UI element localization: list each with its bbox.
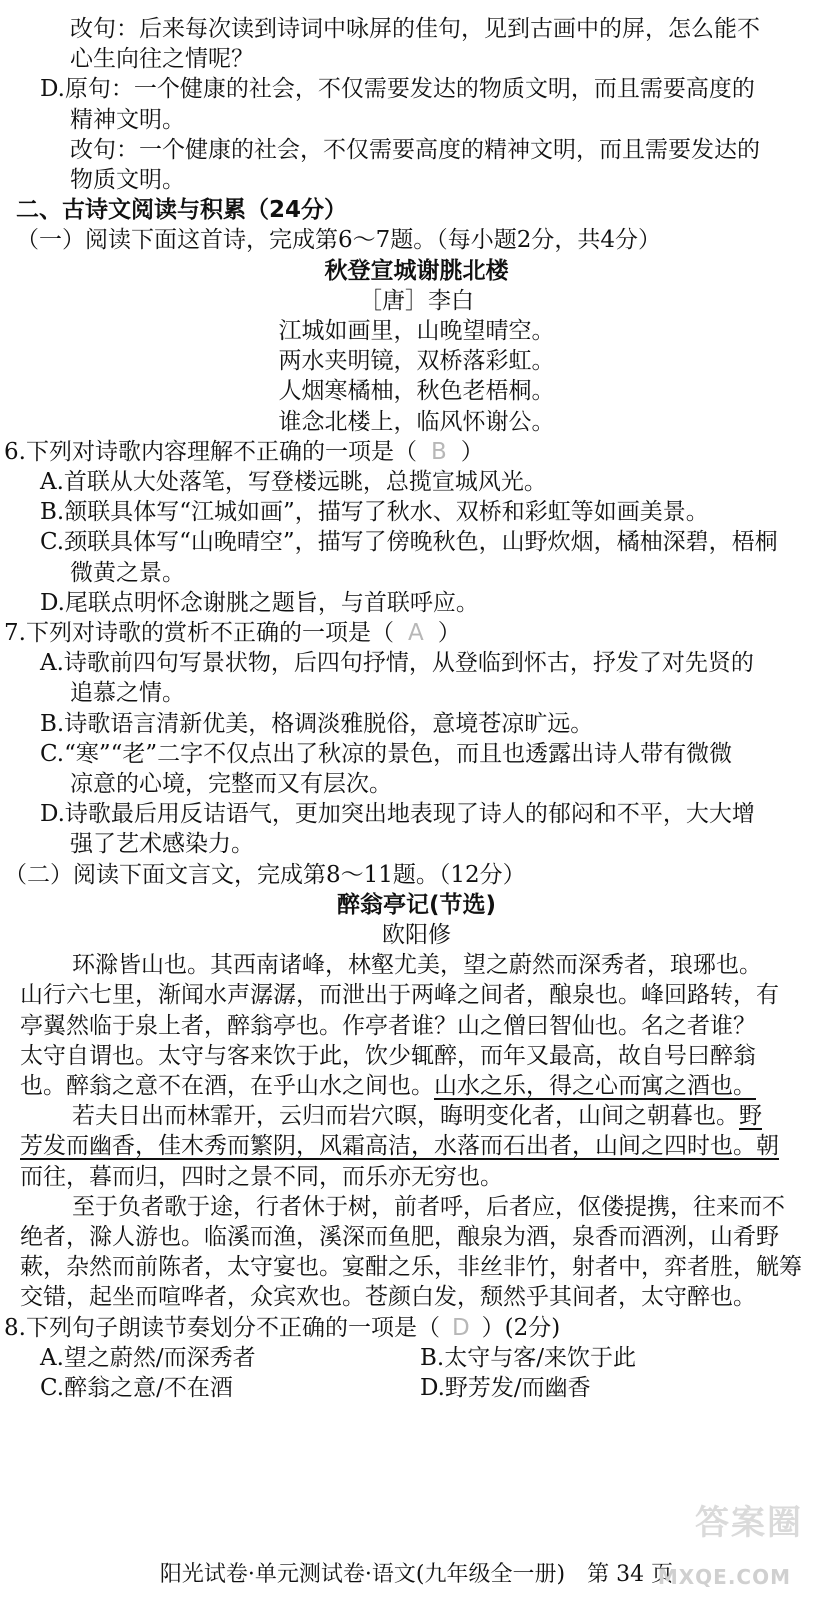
prose-p1-line3: 亭翼然临于泉上者，醉翁亭也。作亭者谁？山之僧曰智仙也。名之者谁？ <box>20 1012 756 1039</box>
question-6-close: ） <box>460 438 484 465</box>
prose-underlined-sentence-1: 山水之乐，得之心而寓之酒也。 <box>434 1073 756 1099</box>
poem-line-4: 谁念北楼上，临风怀谢公。 <box>278 408 555 435</box>
prose-p3-line1: 至于负者歌于途，行者休于树，前者呼，后者应，伛偻提携，往来而不 <box>72 1193 785 1220</box>
prose-p1-line5-text: 也。醉翁之意不在酒，在乎山水之间也。 <box>20 1073 434 1099</box>
prose-underlined-sentence-2-start: 野 <box>739 1103 762 1130</box>
question-8-stem <box>0 1313 833 1343</box>
question-6-stem <box>0 437 833 467</box>
question-6-text: 6.下列对诗歌内容理解不正确的一项是（ <box>4 438 417 465</box>
poem-author: ［唐］李白 <box>359 287 474 314</box>
option-d-revised-line1: 改句：一个健康的社会，不仅需要高度的精神文明，而且需要发达的 <box>70 136 760 163</box>
prose-p1-line5 <box>0 1071 833 1101</box>
part-two-instruction: （二）阅读下面文言文，完成第8～11题。（12分） <box>4 861 526 888</box>
question-6-option-a: A.首联从大处落笔，写登楼远眺，总揽宣城风光。 <box>40 469 547 495</box>
question-8-option-a: A.望之蔚然/而深秀者 <box>40 1344 256 1371</box>
question-8-text: 8.下列句子朗读节奏划分不正确的一项是（ <box>4 1314 440 1341</box>
question-7-stem <box>0 618 833 648</box>
prose-p2-line1 <box>0 1101 833 1131</box>
question-7-option-a-line2: 追慕之情。 <box>70 680 185 707</box>
option-d-original-line2: 精神文明。 <box>70 106 185 133</box>
section-two-heading: 二、古诗文阅读与积累（24分） <box>16 197 348 224</box>
question-8-option-b: B.太守与客/来饮于此 <box>420 1344 636 1371</box>
prose-p1-line2: 山行六七里，渐闻水声潺潺，而泄出于两峰之间者，酿泉也。峰回路转，有 <box>20 982 779 1009</box>
prose-p3-line2: 绝者，滁人游也。临溪而渔，溪深而鱼肥，酿泉为酒，泉香而酒洌，山肴野 <box>20 1224 779 1250</box>
question-7-text: 7.下列对诗歌的赏析不正确的一项是（ <box>4 620 394 646</box>
option-d-original-line1: D.原句：一个健康的社会，不仅需要发达的物质文明，而且需要高度的 <box>40 76 755 103</box>
question-7-option-b: B.诗歌语言清新优美，格调淡雅脱俗，意境苍凉旷远。 <box>40 710 594 737</box>
question-7-option-c-line1: C.“寒”“老”二字不仅点出了秋凉的景色，而且也透露出诗人带有微微 <box>40 740 733 767</box>
prose-p2-line1-text: 若夫日出而林霏开，云归而岩穴暝，晦明变化者，山间之朝暮也。 <box>72 1103 739 1130</box>
poem-line-1: 江城如画里，山晚望晴空。 <box>278 318 555 344</box>
prose-p1-line1: 环滁皆山也。其西南诸峰，林壑尤美，望之蔚然而深秀者，琅琊也。 <box>72 952 762 979</box>
question-8-option-d: D.野芳发/而幽香 <box>420 1375 591 1401</box>
question-7-option-d-line1: D.诗歌最后用反诘语气，更加突出地表现了诗人的郁闷和不平，大大增 <box>40 801 755 828</box>
question-7-option-c-line2: 凉意的心境，完整而又有层次。 <box>70 771 392 797</box>
prose-underlined-sentence-2: 芳发而幽香，佳木秀而繁阴，风霜高洁，水落而石出者，山间之四时也。朝 <box>20 1133 779 1160</box>
poem-title: 秋登宣城谢朓北楼 <box>324 257 509 284</box>
option-c-revised-line1: 改句：后来每次读到诗词中咏屏的佳句，见到古画中的屏，怎么能不 <box>70 16 760 42</box>
watermark-logo: 答案圈 <box>695 1503 803 1543</box>
poem-line-2: 两水夹明镜，双桥落彩虹。 <box>278 348 555 375</box>
question-6-answer: B <box>430 438 447 465</box>
question-8-score: ）(2分) <box>481 1314 561 1341</box>
prose-p3-line3: 蔌，杂然而前陈者，太守宴也。宴酣之乐，非丝非竹，射者中，弈者胜，觥筹 <box>20 1254 802 1281</box>
prose-p1-line4: 太守自谓也。太守与客来饮于此，饮少辄醉，而年又最高，故自号曰醉翁 <box>20 1042 756 1069</box>
prose-p2-line2 <box>0 1131 833 1161</box>
option-d-revised-line2: 物质文明。 <box>70 167 185 193</box>
question-8-answer: D <box>451 1314 470 1341</box>
part-one-instruction: （一）阅读下面这首诗，完成第6～7题。（每小题2分，共4分） <box>16 227 662 254</box>
question-8-option-c: C.醉翁之意/不在酒 <box>40 1375 233 1401</box>
question-7-answer: A <box>407 620 424 646</box>
question-6-option-d: D.尾联点明怀念谢朓之题旨，与首联呼应。 <box>40 589 479 616</box>
question-6-option-c-line2: 微黄之景。 <box>70 559 185 586</box>
question-6-option-c-line1: C.颈联具体写“山晚晴空”，描写了傍晚秋色，山野炊烟，橘柚深碧，梧桐 <box>40 529 778 556</box>
prose-p2-line3: 而往，暮而归，四时之景不同，而乐亦无穷也。 <box>20 1163 503 1190</box>
watermark-url: MXQE.COM <box>657 1565 791 1589</box>
option-c-revised-line2: 心生向往之情呢？ <box>70 46 254 73</box>
question-6-option-b: B.颔联具体写“江城如画”，描写了秋水、双桥和彩虹等如画美景。 <box>40 499 709 526</box>
poem-line-3: 人烟寒橘柚，秋色老梧桐。 <box>278 378 555 405</box>
prose-title: 醉翁亭记(节选) <box>336 891 497 918</box>
question-7-option-d-line2: 强了艺术感染力。 <box>70 831 254 858</box>
page-footer: 阳光试卷·单元测试卷·语文(九年级全一册) 第 34 页 <box>159 1562 674 1587</box>
question-7-close: ） <box>437 620 461 646</box>
prose-p3-line4: 交错，起坐而喧哗者，众宾欢也。苍颜白发，颓然乎其间者，太守醉也。 <box>20 1284 756 1311</box>
question-7-option-a-line1: A.诗歌前四句写景状物，后四句抒情，从登临到怀古，抒发了对先贤的 <box>40 650 754 677</box>
prose-author: 欧阳修 <box>382 922 451 948</box>
